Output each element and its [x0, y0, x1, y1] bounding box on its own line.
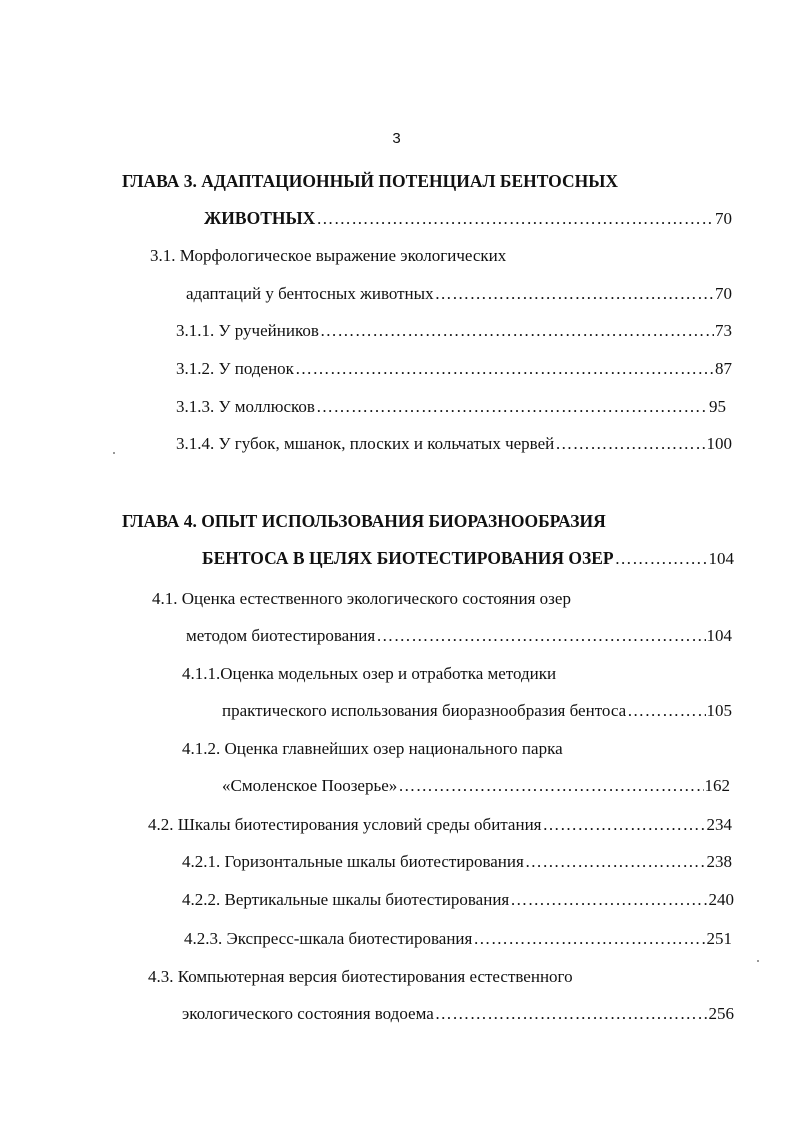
section-4-1-1-page: 105 [706, 701, 732, 720]
leader-dots [525, 851, 706, 873]
section-4-3-line1: 4.3. Компьютерная версия биотестирования естественного [148, 967, 573, 986]
section-4-3-line2: экологического состояния водоема [182, 1004, 434, 1023]
section-4-1-1-line2: практического использования биоразнообразия бентоса [222, 701, 627, 720]
section-3-1-3-page: 95 [709, 397, 726, 416]
section-4-2-page: 234 [706, 815, 732, 834]
section-4-1-2-entry [222, 775, 730, 797]
chapter4-title-line2: БЕНТОСА В ЦЕЛЯХ БИОТЕСТИРОВАНИЯ ОЗЕР [202, 548, 614, 568]
leader-dots [316, 396, 708, 418]
section-4-1-page: 104 [706, 626, 732, 645]
section-4-2-1-page: 238 [706, 852, 732, 871]
section-4-1-1-entry [222, 700, 732, 722]
section-3-1-line2: адаптаций у бентосных животных [186, 284, 434, 303]
chapter3-page: 70 [715, 209, 732, 228]
leader-dots [320, 320, 714, 342]
section-4-3-page: 256 [708, 1004, 734, 1023]
leader-dots [435, 1003, 708, 1025]
leader-dots [627, 700, 705, 722]
section-3-1-3-text: 3.1.3. У моллюсков [176, 397, 315, 416]
section-4-1-2-line1: 4.1.2. Оценка главнейших озер национального парка [182, 739, 563, 758]
section-3-1-entry [186, 283, 732, 305]
chapter4-title-entry [202, 547, 734, 570]
section-3-1-2-page: 87 [715, 359, 732, 378]
section-3-1-3-entry [176, 396, 726, 418]
section-4-1-line1: 4.1. Оценка естественного экологического состояния озер [152, 589, 571, 608]
leader-dots [316, 208, 714, 230]
section-3-1-2-text: 3.1.2. У поденок [176, 359, 294, 378]
section-4-2-text: 4.2. Шкалы биотестирования условий среды обитания [148, 815, 542, 834]
leader-dots [543, 814, 706, 836]
section-4-1-2-page: 162 [704, 776, 730, 795]
section-3-1-page: 70 [715, 284, 732, 303]
leader-dots [555, 433, 705, 455]
section-4-2-1-entry [182, 851, 732, 873]
leader-dots [295, 358, 714, 380]
section-4-2-3-text: 4.2.3. Экспресс-шкала биотестирования [184, 929, 473, 948]
page-number: 3 [392, 130, 401, 147]
leader-dots [398, 775, 703, 797]
section-4-2-2-page: 240 [708, 890, 734, 909]
section-3-1-4-page: 100 [706, 434, 732, 453]
leader-dots [435, 283, 714, 305]
section-3-1-line1: 3.1. Морфологическое выражение экологических [150, 246, 507, 265]
chapter4-title-line1: ГЛАВА 4. ОПЫТ ИСПОЛЬЗОВАНИЯ БИОРАЗНООБРАЗИЯ [122, 511, 606, 531]
section-4-2-3-page: 251 [706, 929, 732, 948]
section-3-1-1-page: 73 [715, 321, 732, 340]
section-3-1-1-entry [176, 320, 732, 342]
scan-speck [113, 452, 115, 454]
section-4-2-2-entry [182, 889, 734, 911]
scan-speck [757, 960, 759, 962]
section-4-2-2-text: 4.2.2. Вертикальные шкалы биотестирования [182, 890, 510, 909]
chapter3-title-line2: ЖИВОТНЫХ [204, 208, 316, 228]
section-4-2-1-text: 4.2.1. Горизонтальные шкалы биотестирования [182, 852, 524, 871]
section-4-3-entry [182, 1003, 734, 1025]
section-4-2-3-entry [184, 928, 732, 950]
section-3-1-2-entry [176, 358, 732, 380]
section-4-1-1-line1: 4.1.1.Оценка модельных озер и отработка методики [182, 664, 557, 683]
section-4-1-2-line2: «Смоленское Поозерье» [222, 776, 398, 795]
section-3-1-4-entry [176, 433, 732, 455]
section-4-1-line2: методом биотестирования [186, 626, 376, 645]
leader-dots [376, 625, 705, 647]
section-4-1-entry [186, 625, 732, 647]
chapter3-title-entry [204, 207, 732, 230]
leader-dots [510, 889, 707, 911]
chapter4-page: 104 [708, 549, 734, 568]
leader-dots [615, 548, 708, 570]
section-4-2-entry [148, 814, 732, 836]
leader-dots [473, 928, 705, 950]
section-3-1-4-text: 3.1.4. У губок, мшанок, плоских и кольчатых червей [176, 434, 555, 453]
section-3-1-1-text: 3.1.1. У ручейников [176, 321, 319, 340]
chapter3-title-line1: ГЛАВА 3. АДАПТАЦИОННЫЙ ПОТЕНЦИАЛ БЕНТОСНЫХ [122, 171, 619, 191]
